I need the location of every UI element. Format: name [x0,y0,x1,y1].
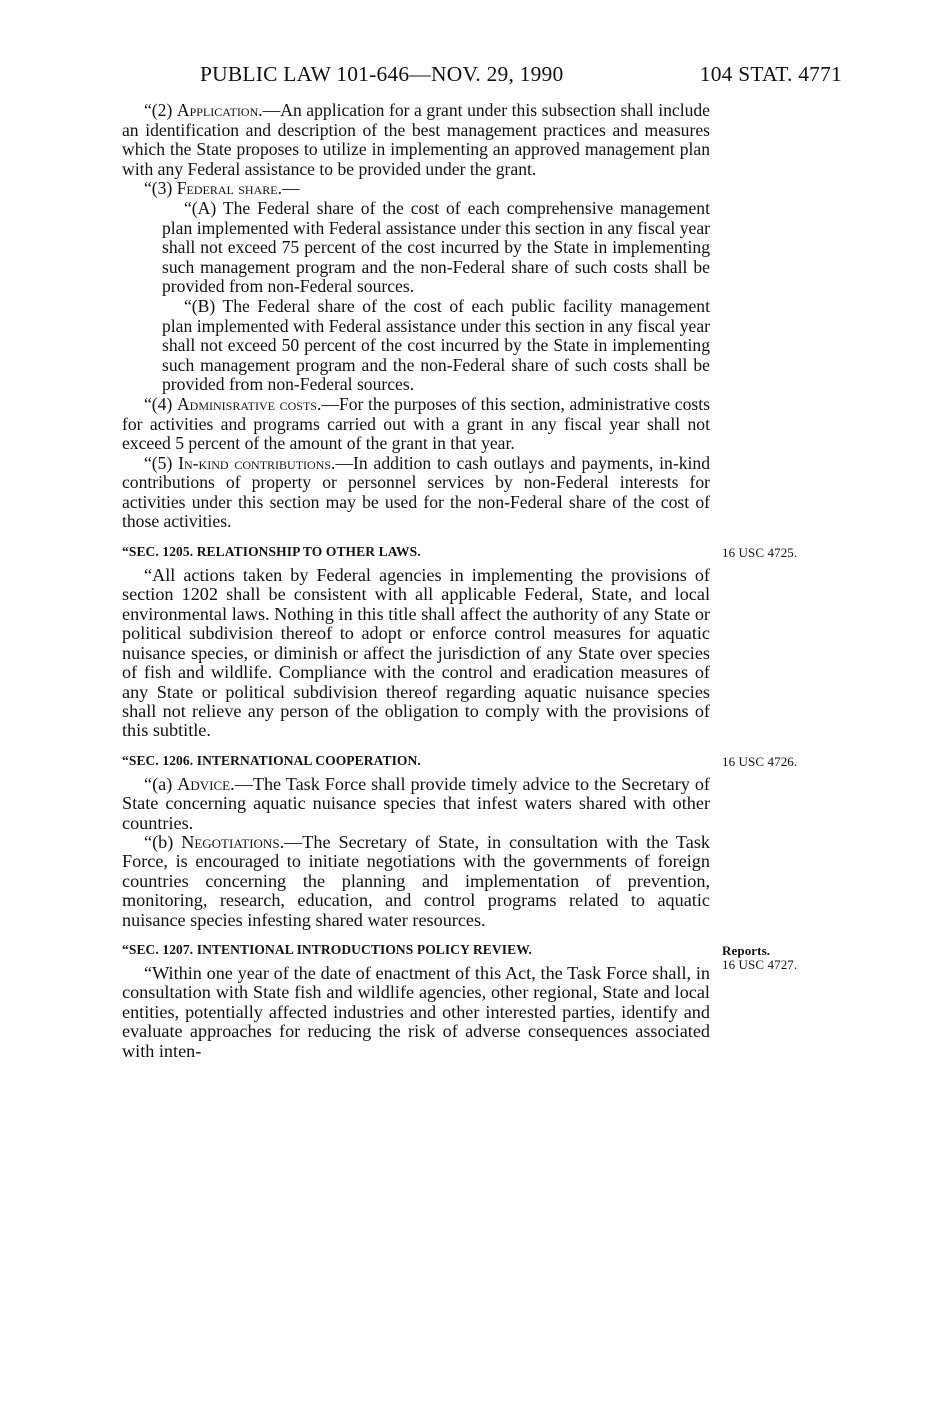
paragraph-4-administrative-costs: “(4) Adminisrative costs.—For the purposes of this section, administrative costs for activities and programs carried out with a grant in any fiscal year shall not exceed 5 percent of the amount of the grant in that year. [122,393,710,454]
running-header [120,62,842,88]
paragraph-heading: Advice [177,773,231,794]
header-stat-page: 104 STAT. 4771 [699,62,842,86]
paragraph-2-application: “(2) Application.—An application for a grant under this subsection shall include an identification and description of the best management practices and measures which the State proposes to utilize in implementing an approved management plan with any Federal assistance to be provided under the grant. [122,100,710,179]
subparagraph-3a: “(A) The Federal share of the cost of each comprehensive management plan implemented with Federal assistance under this section in any fiscal year shall not exceed 75 percent of the cost incurred by the State in implementing such management program and the non-Federal share of such costs shall be provided from non-Federal sources. [162,197,710,297]
margin-note-1206: 16 USC 4726. [722,753,798,769]
paragraph-heading: Federal share [176,178,278,199]
law-text-body [122,100,798,1061]
paragraph-heading: Negotiations [181,831,280,852]
margin-note-1207: Reports. 16 USC 4727. [722,942,798,972]
paragraph-heading: In-kind contributions [178,452,332,473]
section-1206-a-advice: “(a) Advice.—The Task Force shall provide timely advice to the Secretary of State concerning aquatic nuisance species that infest waters shared with other countries. [122,773,710,833]
section-1205-heading: “SEC. 1205. RELATIONSHIP TO OTHER LAWS. 16 USC 4725. [122,544,710,560]
subparagraph-3b: “(B) The Federal share of the cost of each public facility management plan implemented with Federal assistance under this section in any fiscal year shall not exceed 50 percent of the cost incurred by the State in implementing such management program and the non-Federal share of such costs shall be provided from non-Federal sources. [162,295,710,395]
section-1207-heading: “SEC. 1207. INTENTIONAL INTRODUCTIONS POLICY REVIEW. Reports. 16 USC 4727. [122,942,710,958]
section-1205-text: “All actions taken by Federal agencies in implementing the provisions of section 1202 shall be consistent with all applicable Federal, State, and local environmental laws. Nothing in this title shall affect the authority of any State or political subdivision thereof to adopt or enforce control measures for aquatic nuisance species, or diminish or affect the jurisdiction of any State over species of fish and wildlife. Compliance with the control and eradication measures of any State or political subdivision thereof regarding aquatic nuisance species shall not relieve any person of the obligation to comply with the provisions of this subtitle. [122,565,710,741]
section-1207-text: “Within one year of the date of enactment of this Act, the Task Force shall, in consultation with State fish and wildlife agencies, other regional, State and local entities, potentially affected industries and other interested parties, identify and evaluate approaches for reducing the risk of adverse consequences associated with inten- [122,962,710,1061]
paragraph-heading: Adminisrative costs [176,393,317,414]
paragraph-heading: Application [176,100,259,120]
header-law-citation: PUBLIC LAW 101-646—NOV. 29, 1990 [200,62,564,86]
paragraph-5-in-kind: “(5) In-kind contributions.—In addition to cash outlays and payments, in-kind contributions of property or personnel services by non-Federal interests for activities under this section may be used for the non-Federal share of the cost of those activities. [122,452,710,532]
section-1206-b-negotiations: “(b) Negotiations.—The Secretary of State, in consultation with the Task Force, is encouraged to initiate negotiations with the governments of foreign countries concerning the planning and implementation of prevention, monitoring, research, education, and control programs related to aquatic nuisance species infesting shared water resources. [122,831,710,930]
margin-note-1205: 16 USC 4725. [722,545,798,561]
section-1206-heading: “SEC. 1206. INTERNATIONAL COOPERATION. 16 USC 4726. [122,753,710,769]
paragraph-3-federal-share: “(3) Federal share.— [144,178,300,199]
